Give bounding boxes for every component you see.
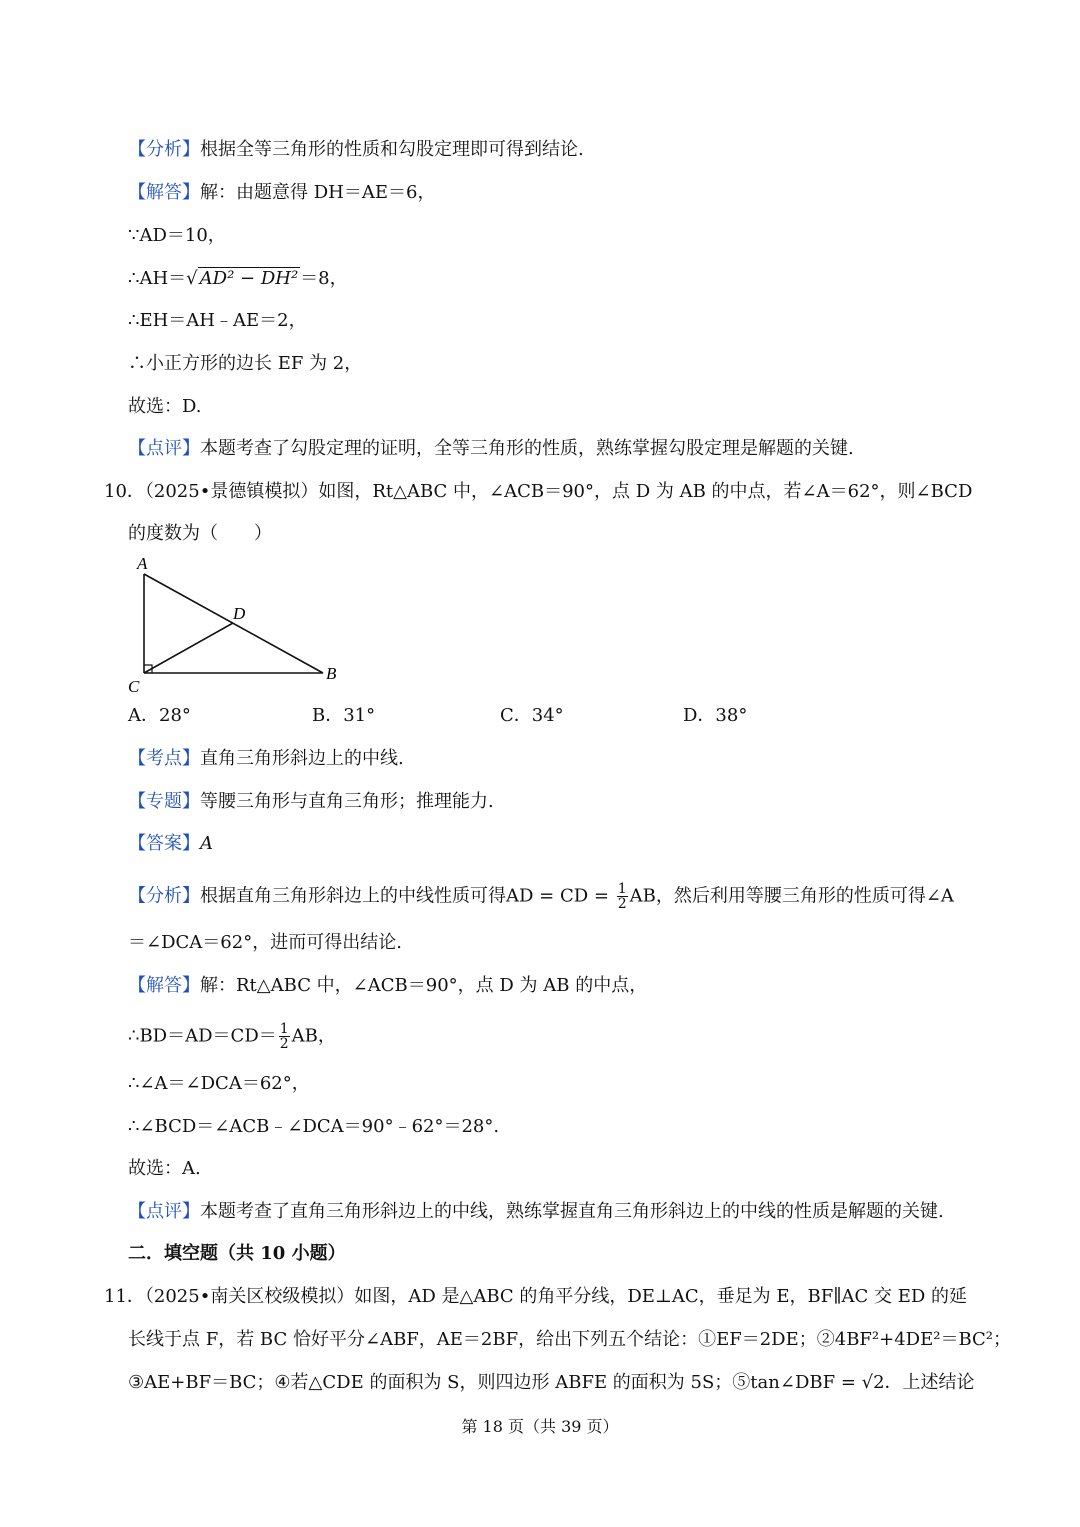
q9-choice: 故选：D. [128, 396, 202, 417]
kaodian-tag: 【考点】 [128, 748, 200, 769]
answer-tag: 【答案】 [128, 833, 200, 854]
analysis-tag: 【分析】 [128, 139, 200, 160]
label-a: A [137, 554, 148, 573]
option-c: C．34° [500, 705, 564, 726]
frac-den: 2 [617, 896, 627, 912]
q10-comment [128, 1199, 944, 1225]
page-footer: 第 18 页（共 39 页） [461, 1417, 619, 1436]
option-a: A．28° [128, 705, 191, 726]
q10-choice: 故选：A. [128, 1158, 201, 1179]
comment-tag: 【点评】 [128, 438, 200, 459]
comment-text: 本题考查了直角三角形斜边上的中线，熟练掌握直角三角形斜边上的中线的性质是解题的关键. [200, 1201, 944, 1222]
analysis-tag: 【分析】 [128, 885, 200, 907]
q10-kaodian [128, 746, 404, 772]
q9-step1: ∵AD＝10， [128, 225, 226, 246]
q9-step2 [128, 266, 348, 292]
sqrt-sign: √ [186, 268, 198, 289]
frac-num: 1 [617, 881, 627, 897]
comment-text: 本题考查了勾股定理的证明，全等三角形的性质，熟练掌握勾股定理是解题的关键. [200, 438, 854, 459]
step2-lhs: ∴AH＝ [128, 268, 187, 289]
section-heading: 二．填空题（共 10 小题） [128, 1243, 346, 1264]
q9-analysis [128, 137, 584, 163]
step2-rhs: ＝8， [300, 268, 348, 289]
q10-stem-line1: 10．（2025•景德镇模拟）如图，Rt△ABC 中，∠ACB＝90°，点 D 为 AB 的中点，若∠A＝62°，则∠BCD [104, 481, 973, 502]
step1-post: AB， [291, 1025, 336, 1047]
answer-text: A [200, 833, 213, 854]
fraction-half [279, 1022, 290, 1051]
q11-line1: 11．（2025•南关区校级模拟）如图，AD 是△ABC 的角平分线，DE⊥AC，垂足为 E，BF∥AC 交 ED 的延 [104, 1286, 968, 1307]
q11-line2: 长线于点 F，若 BC 恰好平分∠ABF，AE＝2BF，给出下列五个结论：①EF＝2DE；②4BF²+4DE²＝BC²； [128, 1329, 1011, 1350]
q10-step1 [128, 1022, 336, 1051]
q10-solution [128, 973, 647, 999]
step1-pre: ∴BD＝AD＝CD＝ [128, 1025, 277, 1047]
frac-den: 2 [279, 1036, 289, 1052]
option-b: B．31° [312, 705, 376, 726]
zhuanti-text: 等腰三角形与直角三角形；推理能力. [200, 791, 494, 812]
label-b: B [326, 664, 337, 683]
q10-zhuanti [128, 789, 494, 815]
zhuanti-tag: 【专题】 [128, 791, 200, 812]
q9-step3: ∴EH＝AH﹣AE＝2， [128, 310, 307, 331]
q9-step4: ∴小正方形的边长 EF 为 2， [128, 353, 363, 374]
q10-answer [128, 831, 213, 857]
comment-tag: 【点评】 [128, 1201, 200, 1222]
fraction-half [617, 882, 628, 911]
label-d: D [233, 604, 246, 623]
q10-analysis [128, 882, 954, 911]
frac-num: 1 [279, 1021, 289, 1037]
analysis-post: AB，然后利用等腰三角形的性质可得∠A [629, 885, 954, 907]
q9-solution [128, 180, 435, 206]
option-d: D．38° [683, 705, 748, 726]
q10-stem-line2: 的度数为（ ） [128, 523, 272, 544]
solution-tag: 【解答】 [128, 182, 200, 203]
analysis-pre: 根据直角三角形斜边上的中线性质可得AD = CD = [200, 885, 615, 907]
q10-triangle-figure [120, 552, 350, 697]
label-c: C [128, 677, 140, 696]
q11-line3: ③AE+BF＝BC；④若△CDE 的面积为 S，则四边形 ABFE 的面积为 5S；⑤tan∠DBF = √2．上述结论 [128, 1372, 975, 1393]
q10-analysis-line2: ＝∠DCA＝62°，进而可得出结论. [128, 932, 402, 953]
solution-text: 解：由题意得 DH＝AE＝6， [200, 182, 436, 203]
solution-text: 解：Rt△ABC 中，∠ACB＝90°，点 D 为 AB 的中点， [200, 975, 648, 996]
median-cd [144, 623, 233, 673]
q10-step3: ∴∠BCD＝∠ACB﹣∠DCA＝90°﹣62°＝28°. [128, 1116, 500, 1137]
solution-tag: 【解答】 [128, 975, 200, 996]
kaodian-text: 直角三角形斜边上的中线. [200, 748, 404, 769]
analysis-text: 根据全等三角形的性质和勾股定理即可得到结论. [200, 139, 584, 160]
sqrt-radicand: AD² − DH² [199, 268, 299, 289]
q9-comment [128, 436, 854, 462]
q10-step2: ∴∠A＝∠DCA＝62°， [128, 1073, 310, 1094]
